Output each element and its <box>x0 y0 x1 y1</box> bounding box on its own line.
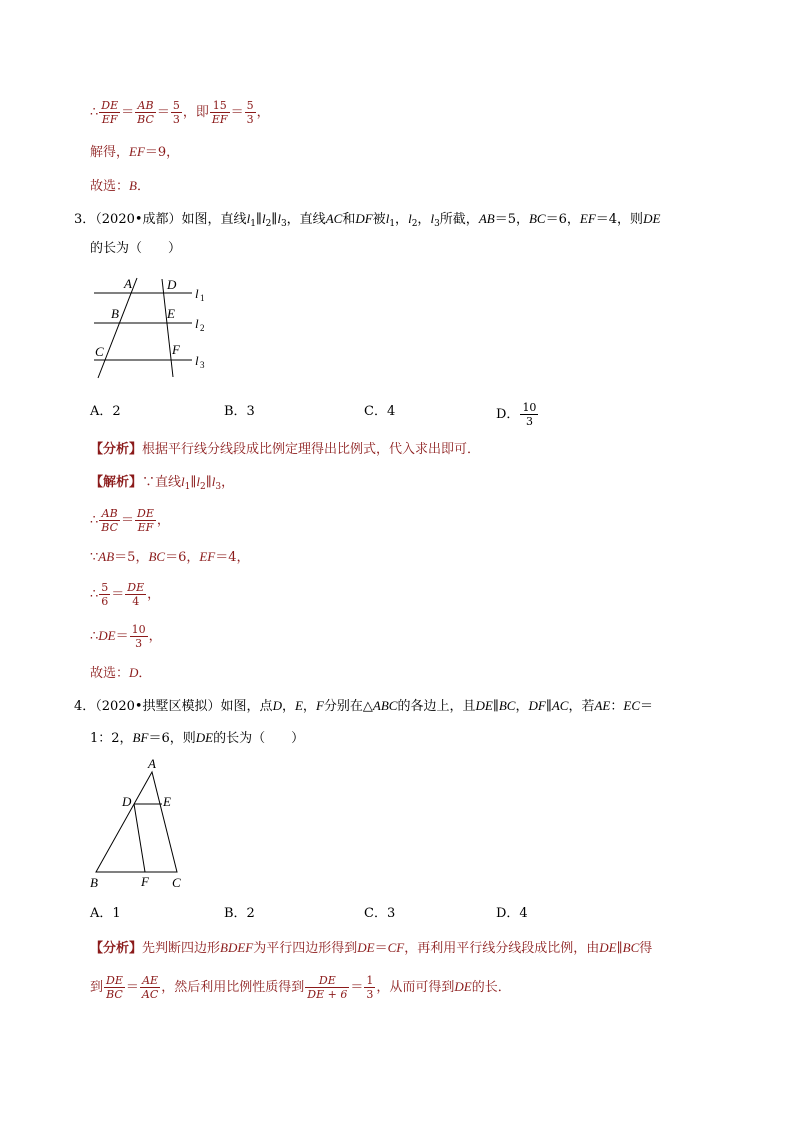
q3-solution-line-5: ∴DE＝ $\frac{10}{3}$ ， <box>90 623 162 650</box>
label-A: A <box>148 756 156 771</box>
label-C: C <box>172 875 181 890</box>
label-B: B <box>90 875 98 890</box>
q3-figure <box>88 272 218 384</box>
label-C: C <box>95 344 104 359</box>
q3-stem-line-2: 的长为（ ） <box>90 241 182 256</box>
q3-stem-line-1: 3．（2020•成都）如图，直线$l_1\parallel l_2\parallel l_3$，直线AC和DF被$l_1$，$l_2$，$l_3$所截，AB＝5，BC＝6，EF＝4，则DE <box>74 211 661 229</box>
label-l3: l <box>195 353 199 368</box>
q3-solution-line-1: 【解析】∵直线$l_1\parallel l_2\parallel l_3$， <box>90 474 235 492</box>
q3-answer-line: 故选：D． <box>90 665 152 681</box>
fraction: $\frac{1}{3}$ <box>366 974 374 1001</box>
segment-df <box>134 804 145 872</box>
prev-solution-line-1: ∴ $\frac{DE}{EF}$ ＝ $\frac{AB}{BC}$ ＝ $\frac{5}{3}$ ，即 $\frac{15}{EF}$ ＝ $\frac{5}{3}$ ， <box>90 99 270 126</box>
prev-answer-line: 故选：B． <box>90 178 150 194</box>
q4-figure <box>86 756 196 892</box>
q3-option-b[interactable]: B．3 <box>224 404 255 419</box>
q4-option-c[interactable]: C．3 <box>364 906 396 921</box>
q4-option-a[interactable]: A．1 <box>90 906 121 921</box>
fraction: $\frac{DE}{EF}$ <box>137 507 154 534</box>
q3-solution-line-4: ∴ $\frac{5}{6}$ ＝ $\frac{DE}{4}$ ， <box>90 581 161 608</box>
label-A: A <box>124 276 132 291</box>
q4-options <box>90 904 610 934</box>
svg-text:3: 3 <box>200 360 205 370</box>
q4-option-b[interactable]: B．2 <box>224 906 255 921</box>
q3-solution-line-2: ∴ $\frac{AB}{BC}$ ＝ $\frac{DE}{EF}$ ， <box>90 507 170 534</box>
fraction: $\frac{DE}{DE + 6}$ <box>307 974 348 1001</box>
fraction: $\frac{5}{3}$ <box>246 99 254 126</box>
fraction: $\frac{AE}{AC}$ <box>141 974 159 1001</box>
label-B: B <box>111 306 119 321</box>
fraction: $\frac{10}{3}$ <box>131 623 146 650</box>
q4-option-d[interactable]: D．4 <box>496 906 528 921</box>
q4-analysis-line-2: 到 $\frac{DE}{BC}$ ＝ $\frac{AE}{AC}$ ，然后利用比例性质得到 $\frac{DE}{DE + 6}$ ＝ $\frac{1}{3}$ ，从而可得到DE的长． <box>90 974 511 1001</box>
fraction: $\frac{15}{EF}$ <box>211 99 228 126</box>
label-D: D <box>122 794 132 809</box>
q3-option-c[interactable]: C．4 <box>364 404 396 419</box>
label-l1: l <box>195 286 199 301</box>
fraction: $\frac{10}{3}$ <box>522 401 537 428</box>
fraction: $\frac{AB}{BC}$ <box>101 507 118 534</box>
q3-analysis: 【分析】根据平行线分线段成比例定理得出比例式，代入求出即可． <box>90 442 481 457</box>
prev-solution-line-2: 解得，EF＝9， <box>90 144 180 160</box>
label-D: D <box>167 277 177 292</box>
fraction: $\frac{DE}{EF}$ <box>101 99 119 126</box>
label-F: F <box>141 874 149 889</box>
fraction: $\frac{DE}{BC}$ <box>106 974 123 1001</box>
q4-stem-line-1: 4．（2020•拱墅区模拟）如图，点D，E，F分别在△ABC的各边上，且DE∥BC，DF∥AC，若AE：EC＝ <box>74 698 654 714</box>
fraction: $\frac{5}{3}$ <box>172 99 180 126</box>
svg-text:1: 1 <box>200 293 205 303</box>
q4-analysis-line-1: 【分析】先判断四边形BDEF为平行四边形得到DE＝CF，再利用平行线分线段成比例，由DE∥BC得 <box>90 940 653 956</box>
svg-text:2: 2 <box>200 323 205 333</box>
q3-option-d[interactable]: D． $\frac{10}{3}$ <box>496 401 537 428</box>
label-E: E <box>163 794 171 809</box>
fraction: $\frac{5}{6}$ <box>101 581 109 608</box>
line-df <box>162 279 173 377</box>
label-l2: l <box>195 316 199 331</box>
q3-option-a[interactable]: A．2 <box>90 404 121 419</box>
label-F: F <box>172 342 180 357</box>
q3-solution-line-3: ∵AB＝5，BC＝6，EF＝4， <box>90 549 250 565</box>
q3-options <box>90 400 610 430</box>
fraction: $\frac{AB}{BC}$ <box>137 99 154 126</box>
q4-stem-line-2: 1：2，BF＝6，则DE的长为（ ） <box>90 730 305 746</box>
label-E: E <box>167 306 175 321</box>
fraction: $\frac{DE}{4}$ <box>127 581 145 608</box>
